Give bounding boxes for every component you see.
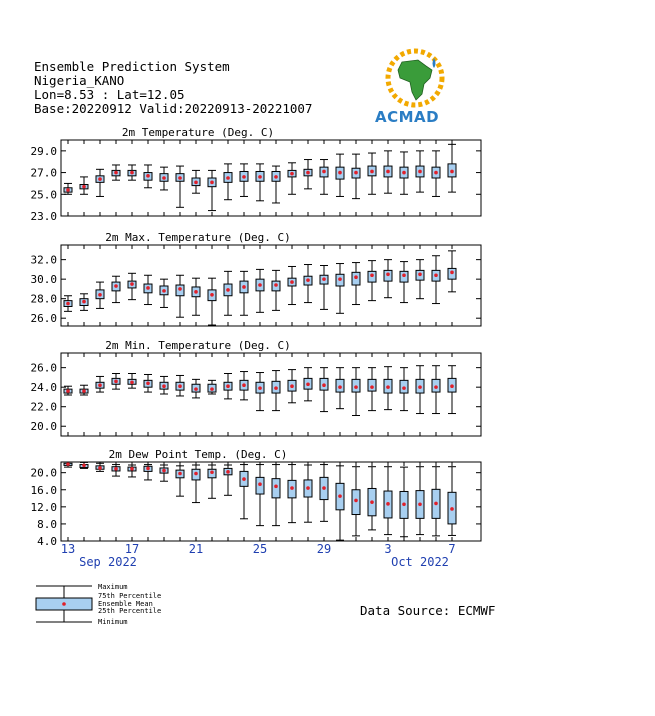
mean-point	[114, 380, 118, 384]
mean-point	[370, 500, 374, 504]
mean-point	[306, 278, 310, 282]
mean-point	[290, 486, 294, 490]
mean-point	[82, 300, 86, 304]
panel-title: 2m Dew Point Temp. (Deg. C)	[108, 448, 288, 461]
legend-label: 75th Percentile	[98, 592, 162, 600]
mean-point	[242, 175, 246, 179]
mean-point	[434, 273, 438, 277]
mean-point	[322, 486, 326, 490]
mean-point	[434, 502, 438, 506]
mean-point	[274, 485, 278, 489]
y-tick-label: 20.0	[30, 466, 57, 480]
mean-point	[130, 467, 134, 471]
y-tick-label: 22.0	[30, 400, 57, 414]
mean-point	[402, 386, 406, 390]
mean-point	[146, 286, 150, 290]
legend-mean-point	[62, 602, 66, 606]
mean-point	[194, 387, 198, 391]
mean-point	[98, 383, 102, 387]
mean-point	[210, 387, 214, 391]
y-tick-label: 24.0	[30, 381, 57, 395]
y-tick-label: 8.0	[37, 517, 57, 531]
mean-point	[306, 171, 310, 175]
y-tick-label: 25.0	[30, 188, 57, 202]
mean-point	[418, 170, 422, 174]
mean-point	[386, 502, 390, 506]
mean-point	[258, 283, 262, 287]
mean-point	[386, 272, 390, 276]
mean-point	[274, 283, 278, 287]
mean-point	[402, 502, 406, 506]
mean-point	[322, 383, 326, 387]
mean-point	[354, 275, 358, 279]
mean-point	[178, 287, 182, 291]
y-tick-label: 23.0	[30, 210, 57, 223]
mean-point	[258, 482, 262, 486]
mean-point	[82, 185, 86, 189]
mean-point	[66, 188, 70, 192]
header-title: Ensemble Prediction System	[34, 59, 230, 74]
y-tick-label: 27.0	[30, 166, 57, 180]
x-month-label: Sep 2022	[79, 555, 137, 569]
mean-point	[450, 384, 454, 388]
mean-point	[450, 271, 454, 275]
y-tick-label: 32.0	[30, 253, 57, 267]
mean-point	[386, 385, 390, 389]
mean-point	[258, 386, 262, 390]
y-tick-label: 16.0	[30, 483, 57, 497]
mean-point	[402, 273, 406, 277]
panel-frame	[61, 140, 481, 216]
y-tick-label: 30.0	[30, 273, 57, 287]
header-dates: Base:20220912 Valid:20220913-20221007	[34, 101, 313, 116]
mean-point	[162, 384, 166, 388]
legend-label: 25th Percentile	[98, 607, 162, 615]
mean-point	[178, 176, 182, 180]
header-location: Nigeria_KANO	[34, 73, 125, 88]
x-month-label: Oct 2022	[391, 555, 449, 569]
legend-label: Maximum	[98, 583, 128, 591]
panel-title: 2m Max. Temperature (Deg. C)	[105, 231, 291, 244]
iqr-box	[368, 379, 376, 391]
x-day-label: 17	[124, 542, 140, 556]
mean-point	[386, 170, 390, 174]
mean-point	[162, 176, 166, 180]
mean-point	[242, 285, 246, 289]
mean-point	[418, 502, 422, 506]
x-day-label: 13	[60, 542, 76, 556]
mean-point	[354, 171, 358, 175]
mean-point	[226, 176, 230, 180]
mean-point	[226, 470, 230, 474]
mean-point	[82, 464, 86, 468]
x-day-label: 21	[188, 542, 204, 556]
panel-title: 2m Temperature (Deg. C)	[121, 126, 275, 139]
mean-point	[66, 302, 70, 306]
mean-point	[290, 384, 294, 388]
mean-point	[210, 181, 214, 185]
mean-point	[274, 175, 278, 179]
mean-point	[338, 171, 342, 175]
mean-point	[194, 472, 198, 476]
mean-point	[194, 181, 198, 185]
mean-point	[226, 384, 230, 388]
mean-point	[354, 499, 358, 503]
mean-point	[210, 470, 214, 474]
mean-point	[162, 289, 166, 293]
logo-text: ACMAD	[375, 108, 440, 126]
mean-point	[450, 507, 454, 511]
mean-point	[98, 177, 102, 181]
y-tick-label: 26.0	[30, 312, 57, 326]
mean-point	[418, 272, 422, 276]
mean-point	[434, 171, 438, 175]
mean-point	[258, 175, 262, 179]
x-day-label: 25	[252, 542, 268, 556]
mean-point	[210, 293, 214, 297]
mean-point	[178, 384, 182, 388]
mean-point	[66, 389, 70, 393]
mean-point	[114, 284, 118, 288]
iqr-box	[272, 479, 280, 498]
mean-point	[98, 466, 102, 470]
mean-point	[290, 172, 294, 176]
mean-point	[146, 381, 150, 385]
mean-point	[370, 170, 374, 174]
mean-point	[322, 170, 326, 174]
mean-point	[306, 486, 310, 490]
mean-point	[370, 385, 374, 389]
mean-point	[242, 383, 246, 387]
mean-point	[322, 277, 326, 281]
mean-point	[82, 389, 86, 393]
mean-point	[338, 494, 342, 498]
mean-point	[162, 469, 166, 473]
data-source: Data Source: ECMWF	[360, 603, 496, 618]
mean-point	[274, 386, 278, 390]
mean-point	[434, 385, 438, 389]
mean-point	[146, 467, 150, 471]
panel-title: 2m Min. Temperature (Deg. C)	[105, 339, 291, 352]
mean-point	[338, 277, 342, 281]
mean-point	[130, 282, 134, 286]
x-day-label: 29	[316, 542, 332, 556]
mean-point	[66, 462, 70, 466]
y-tick-label: 20.0	[30, 420, 57, 434]
mean-point	[146, 174, 150, 178]
y-tick-label: 4.0	[37, 535, 57, 548]
mean-point	[178, 472, 182, 476]
mean-point	[306, 382, 310, 386]
mean-point	[418, 385, 422, 389]
mean-point	[130, 171, 134, 175]
x-day-label: 3	[384, 542, 392, 556]
legend-label: Ensemble Mean	[98, 600, 153, 608]
header-coordinates: Lon=8.53 : Lat=12.05	[34, 87, 185, 102]
y-tick-label: 28.0	[30, 292, 57, 306]
mean-point	[98, 293, 102, 297]
mean-point	[194, 290, 198, 294]
mean-point	[290, 280, 294, 284]
y-tick-label: 26.0	[30, 361, 57, 375]
y-tick-label: 29.0	[30, 144, 57, 158]
legend-label: Minimum	[98, 618, 128, 626]
panel-frame	[61, 245, 481, 326]
mean-point	[242, 477, 246, 481]
mean-point	[338, 385, 342, 389]
mean-point	[114, 467, 118, 471]
x-day-label: 7	[448, 542, 456, 556]
mean-point	[114, 171, 118, 175]
mean-point	[402, 171, 406, 175]
y-tick-label: 12.0	[30, 500, 57, 514]
mean-point	[226, 288, 230, 292]
mean-point	[450, 170, 454, 174]
mean-point	[370, 273, 374, 277]
mean-point	[130, 380, 134, 384]
mean-point	[354, 385, 358, 389]
